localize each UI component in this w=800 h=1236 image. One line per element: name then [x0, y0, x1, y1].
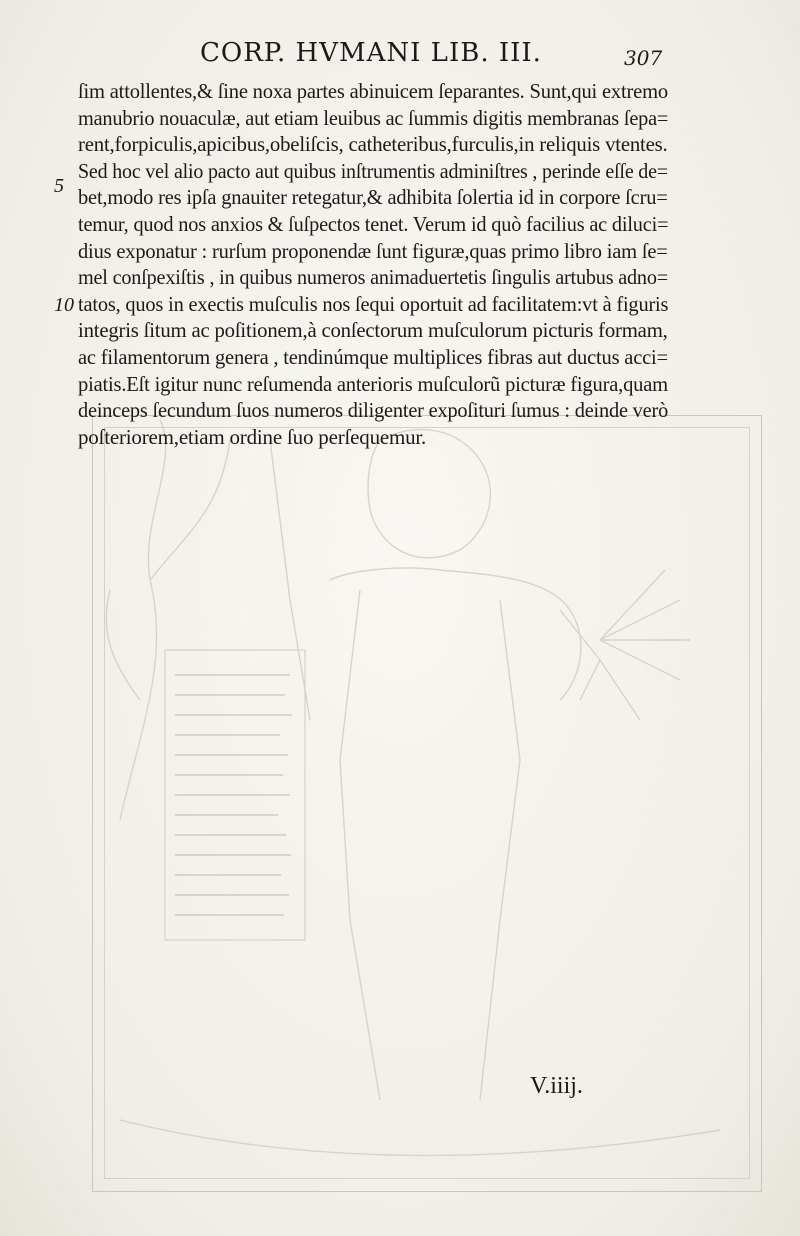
text-line: Sed hoc vel alio pacto aut quibus inſtrumentis adminiſtres , perinde eſſe de=: [78, 158, 668, 183]
signature-mark: V.iiij.: [530, 1073, 583, 1099]
text-line: dius exponatur : rurſum proponendæ ſunt figuræ,quas primo libro iam ſe=: [78, 238, 668, 263]
page-number: 307: [624, 46, 663, 70]
text-line: manubrio nouaculæ, aut etiam leuibus ac ſummis digitis membranas ſepa=: [78, 105, 669, 130]
text-line: piatis.Eſt igitur nunc reſumenda anterioris muſculorũ picturæ figura,quam: [78, 371, 668, 396]
text-line: rent,forpiculis,apicibus,obeliſcis, catheteribus,furculis,in reliquis vtentes.: [78, 132, 668, 157]
text-line: integris ſitum ac poſitionem,à conſectorum muſculorum picturis formam,: [78, 318, 668, 343]
engraving-border-inner: [104, 427, 750, 1179]
text-line: bet,modo res ipſa gnauiter retegatur,& adhibita ſolertia id in corpore ſcru=: [78, 185, 668, 210]
text-line: ſim attollentes,& ſine noxa partes abinuicem ſeparantes. Sunt,qui extremo: [78, 79, 668, 103]
text-line: tatos, quos in exectis muſculis nos ſequi oportuit ad facilitatem:vt à figuris: [78, 291, 669, 316]
page-header: [0, 36, 800, 68]
text-line: deinceps ſecundum ſuos numeros diligenter expoſituri ſumus : deinde verò: [78, 398, 669, 423]
text-line: temur, quod nos anxios & ſuſpectos tenet. Verum id quò facilius ac diluci=: [78, 211, 669, 236]
body-text: [78, 78, 668, 450]
text-line: mel conſpexiſtis , in quibus numeros animaduertetis ſingulis artubus adno=: [78, 265, 668, 290]
line-number-5: 5: [54, 175, 64, 197]
line-number-10: 10: [54, 294, 74, 316]
running-head: CORP. HVMANI LIB. III.: [200, 38, 542, 68]
text-line: ac filamentorum genera , tendinúmque multiplices fibras aut ductus acci=: [78, 344, 668, 369]
text-line: poſteriorem,etiam ordine ſuo perſequemur.: [78, 424, 427, 449]
